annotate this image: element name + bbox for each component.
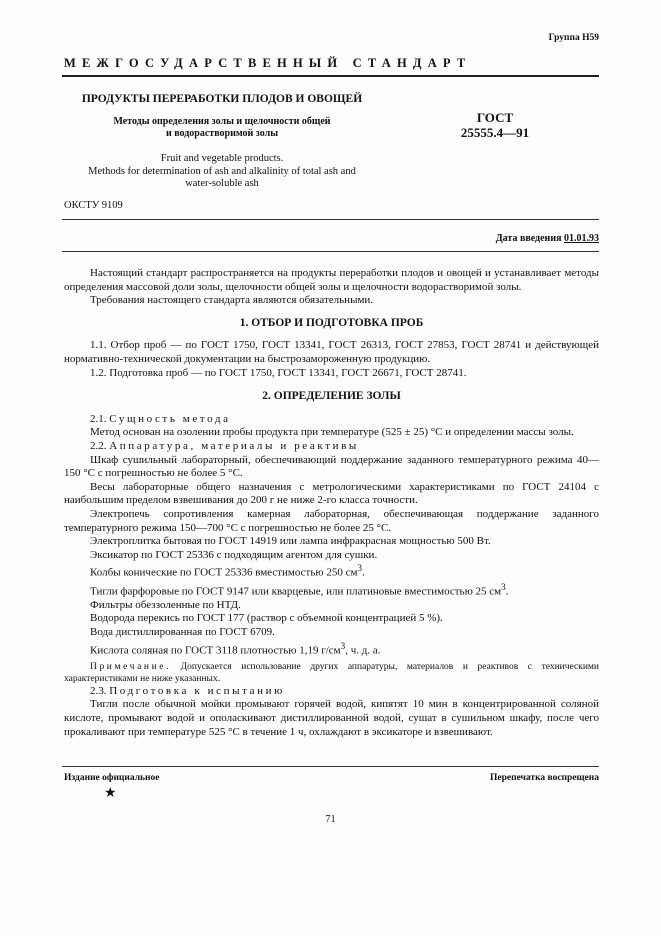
okstu-code: ОКСТУ 9109: [64, 200, 123, 211]
equipment-item-acid: [64, 640, 599, 658]
superscript-3: 3: [501, 581, 506, 592]
intro-mandatory: Требования настоящего стандарта являются обязательными.: [90, 294, 374, 307]
equipment-note: [64, 661, 599, 685]
clause-2-2-number: 2.2.: [90, 439, 110, 452]
group-code: Группа Н59: [548, 33, 599, 43]
gost-number: [440, 110, 550, 140]
english-title-line-3: water-soluble ash: [185, 178, 259, 189]
gost-label: ГОСТ: [476, 110, 514, 125]
gost-code: 25555.4—91: [460, 125, 530, 140]
date-divider: [62, 251, 599, 252]
clause-2-1-title: [64, 413, 599, 427]
page-number: 71: [325, 814, 336, 825]
superscript-3: 3: [340, 640, 346, 651]
clause-2-2-heading: Аппаратура, материалы и реактивы: [109, 439, 359, 452]
equipment-item: Эксикатор по ГОСТ 25336 с подходящим агентом для сушки.: [90, 548, 378, 561]
equipment-item: Электроплитка бытовая по ГОСТ 14919 или лампа инфракрасная мощностью 500 Вт.: [90, 535, 491, 548]
clause-2-1-text: Метод основан на озолении пробы продукта при температуре (525 ± 25) °С и определении массы золы.: [90, 426, 574, 439]
equipment-item: Весы лабораторные общего назначения с метрологическими характеристиками по ГОСТ 24104 с наибольшим пределом взвешивания до 200 г не ниже 2-го класса точности.: [64, 480, 599, 507]
clause-2-3-title: [64, 685, 599, 699]
crucibles-text: Тигли фарфоровые по ГОСТ 9147 или кварцевые, или платиновые вместимостью 25 см: [90, 585, 502, 598]
clause-2-1-number: 2.1.: [90, 412, 110, 425]
official-edition: Издание официальное: [64, 773, 160, 783]
clause-2-3-text: Тигли после обычной мойки промывают горячей водой, кипятят 10 мин в концентрированной соляной кислоте, промывают водой и ополаскивают дистиллированной водой, сушат в сушильном шкафу, после чего прокаливают при температуре 525 °С в течение 1 ч, охлаждают в эксикаторе и взвешивают.: [64, 698, 599, 738]
effective-date: [496, 233, 599, 244]
subtitle-line-1: Методы определения золы и щелочности общей: [113, 116, 331, 127]
english-title-line-2: Methods for determination of ash and alkalinity of total ash and: [88, 165, 356, 177]
effective-date-value: 01.01.93: [564, 233, 599, 244]
document-subtitle: [62, 116, 382, 140]
equipment-item: Вода дистиллированная по ГОСТ 6709.: [90, 625, 275, 638]
english-title-line-1: Fruit and vegetable products.: [160, 153, 284, 164]
flasks-period: .: [362, 566, 365, 579]
equipment-item: Шкаф сушильный лабораторный, обеспечивающий поддержание заданного температурного режима 40—150 °С с погрешностью не более 5 °С.: [64, 453, 599, 480]
equipment-item-crucibles: [64, 581, 599, 599]
acid-text: Кислота соляная по ГОСТ 3118 плотностью 1,19 г/см: [90, 644, 341, 657]
effective-date-label: Дата введения: [495, 233, 564, 244]
document-body: [64, 267, 599, 739]
clause-2-2-title: [64, 440, 599, 454]
clause-1-2: 1.2. Подготовка проб — по ГОСТ 1750, ГОСТ 13341, ГОСТ 26671, ГОСТ 28741.: [90, 366, 467, 379]
section-1-heading: 1. ОТБОР И ПОДГОТОВКА ПРОБ: [239, 316, 424, 329]
equipment-item: Электропечь сопротивления камерная лабораторная, обеспечивающая поддержание заданного температурного режима 150—700 °С с погрешностью не более 25 °С.: [64, 507, 599, 534]
reprint-prohibited: Перепечатка воспрещена: [489, 773, 599, 783]
superscript-3: 3: [357, 563, 362, 574]
standard-banner: МЕЖГОСУДАРСТВЕННЫЙ СТАНДАРТ: [64, 56, 472, 70]
clause-2-3-heading: Подготовка к испытанию: [109, 684, 285, 697]
intro-paragraph: Настоящий стандарт распространяется на продукты переработки плодов и овощей и устанавливает методы определения массовой доли золы, щелочности общей золы и щелочности водорастворимой золы.: [64, 267, 599, 293]
equipment-item: Фильтры обеззоленные по НТД.: [90, 598, 241, 611]
flasks-text: Колбы конические по ГОСТ 25336 вместимостью 250 см: [90, 566, 358, 579]
equipment-item-flasks: [64, 562, 599, 580]
section-2-heading: 2. ОПРЕДЕЛЕНИЕ ЗОЛЫ: [262, 390, 401, 403]
english-title: [62, 153, 382, 191]
star-icon: ★: [104, 786, 117, 801]
equipment-item: Водорода перекись по ГОСТ 177 (раствор с объемной концентрацией 5 %).: [90, 612, 443, 625]
note-text: Допускается использование других аппаратуры, материалов и реактивов с техническими характеристиками не ниже указанных.: [64, 661, 599, 684]
title-divider: [62, 219, 599, 220]
crucibles-period: .: [505, 585, 509, 598]
clause-2-3-number: 2.3.: [90, 684, 110, 697]
document-title: ПРОДУКТЫ ПЕРЕРАБОТКИ ПЛОДОВ И ОВОЩЕЙ: [81, 93, 363, 105]
note-label: Примечание.: [90, 661, 172, 672]
footer-divider: [62, 766, 599, 767]
acid-grade: , ч. д. а.: [345, 644, 381, 657]
banner-divider: [62, 75, 599, 77]
clause-1-1: 1.1. Отбор проб — по ГОСТ 1750, ГОСТ 13341, ГОСТ 26313, ГОСТ 27853, ГОСТ 28741 и действующей нормативно-технической документации на быстрозамороженную продукцию.: [64, 339, 599, 365]
subtitle-line-2: и водорастворимой золы: [165, 128, 279, 139]
clause-2-1-heading: Сущность метода: [109, 412, 231, 425]
